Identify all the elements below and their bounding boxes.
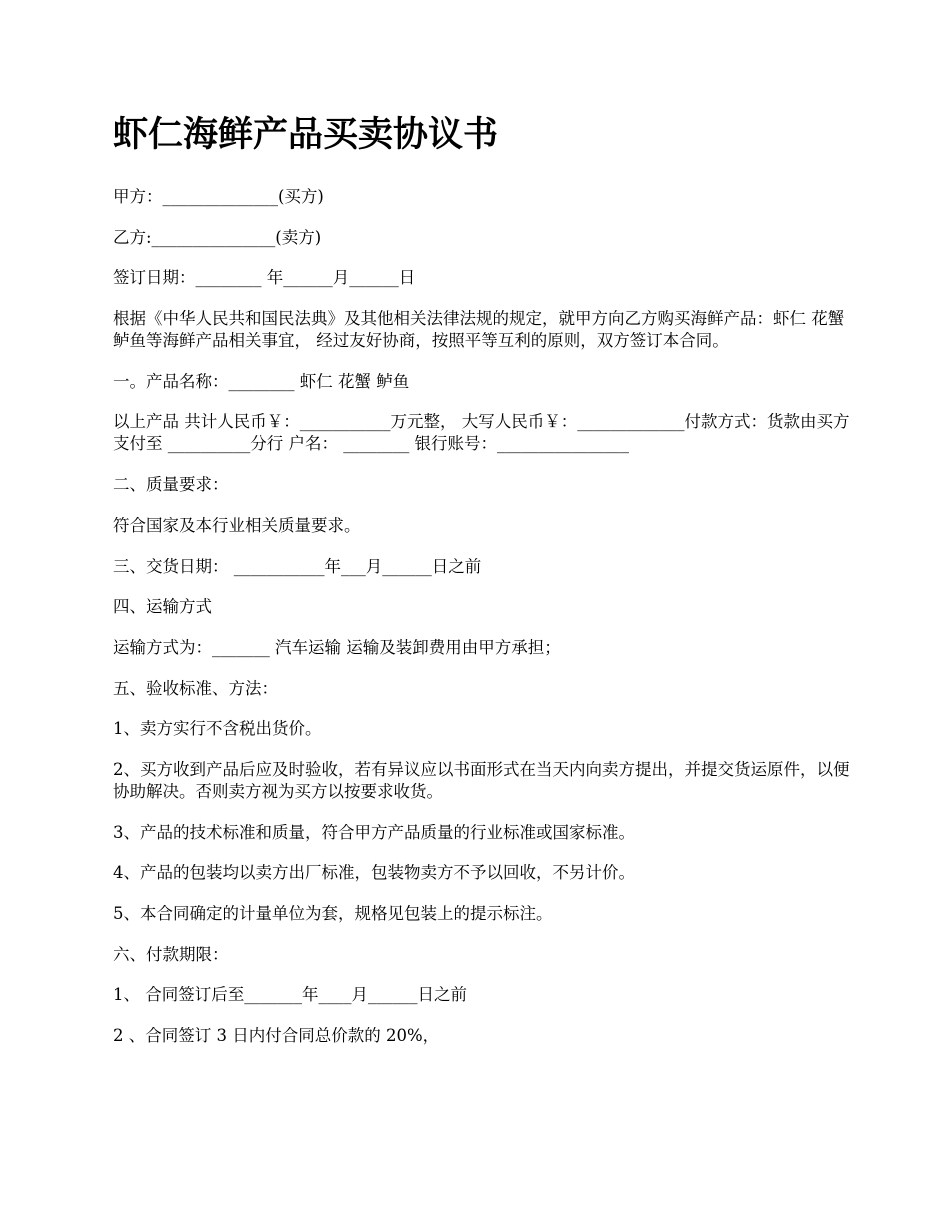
section-heading-quality: 二、质量要求： (113, 475, 229, 495)
quality-text: 符合国家及本行业相关质量要求。 (113, 515, 361, 535)
inspection-item-2: 2、买方收到产品后应及时验收，若有异议应以书面形式在当天内向卖方提出，并提交货运原件，以便协助解决。否则卖方视为买方以按要求收货。 (113, 759, 850, 801)
payment-info-paragraph: 以上产品 共计人民币￥：___________万元整， 大写人民币￥：_____________付款方式：货款由买方支付至 __________分行 户名： ________ 银行账号：________________ (113, 412, 850, 454)
inspection-item-5: 5、本合同确定的计量单位为套，规格见包装上的提示标注。 (113, 904, 553, 923)
delivery-date-line: 三、交货日期： ___________年___月______日之前 (113, 556, 482, 576)
document-title: 虾仁海鲜产品买卖协议书 (113, 114, 499, 155)
section-heading-inspection: 五、验收标准、方法： (113, 678, 278, 698)
payment-term-item-2: 2 、合同签订 3 日内付合同总价款的 20%， (113, 1026, 440, 1046)
party-a-line: 甲方：______________(买方) (113, 187, 324, 206)
section-heading-transport: 四、运输方式 (113, 597, 212, 617)
sign-date-line: 签订日期：________ 年______月______日 (113, 268, 416, 288)
document-page (113, 110, 853, 1066)
inspection-item-1: 1、卖方实行不含税出货价。 (113, 719, 322, 739)
transport-text: 运输方式为：_______ 汽车运输 运输及装卸费用由甲方承担； (113, 637, 561, 657)
party-b-line: 乙方:_______________(卖方) (113, 227, 322, 247)
section-heading-payment-term: 六、付款期限： (113, 944, 229, 964)
payment-term-item-1: 1、 合同签订后至_______年____月______日之前 (113, 985, 467, 1005)
preamble-paragraph: 根据《中华人民共和国民法典》及其他相关法律法规的规定，就甲方向乙方购买海鲜产品：虾仁 花蟹 鲈鱼等海鲜产品相关事宜， 经过友好协商，按照平等互利的原则，双方签订本合同。 (113, 309, 845, 351)
inspection-item-3: 3、产品的技术标准和质量，符合甲方产品质量的行业标准或国家标准。 (113, 822, 635, 842)
product-name-line: 一。产品名称：________ 虾仁 花蟹 鲈鱼 (113, 371, 410, 391)
inspection-item-4: 4、产品的包装均以卖方出厂标准，包装物卖方不予以回收，不另计价。 (113, 863, 635, 883)
